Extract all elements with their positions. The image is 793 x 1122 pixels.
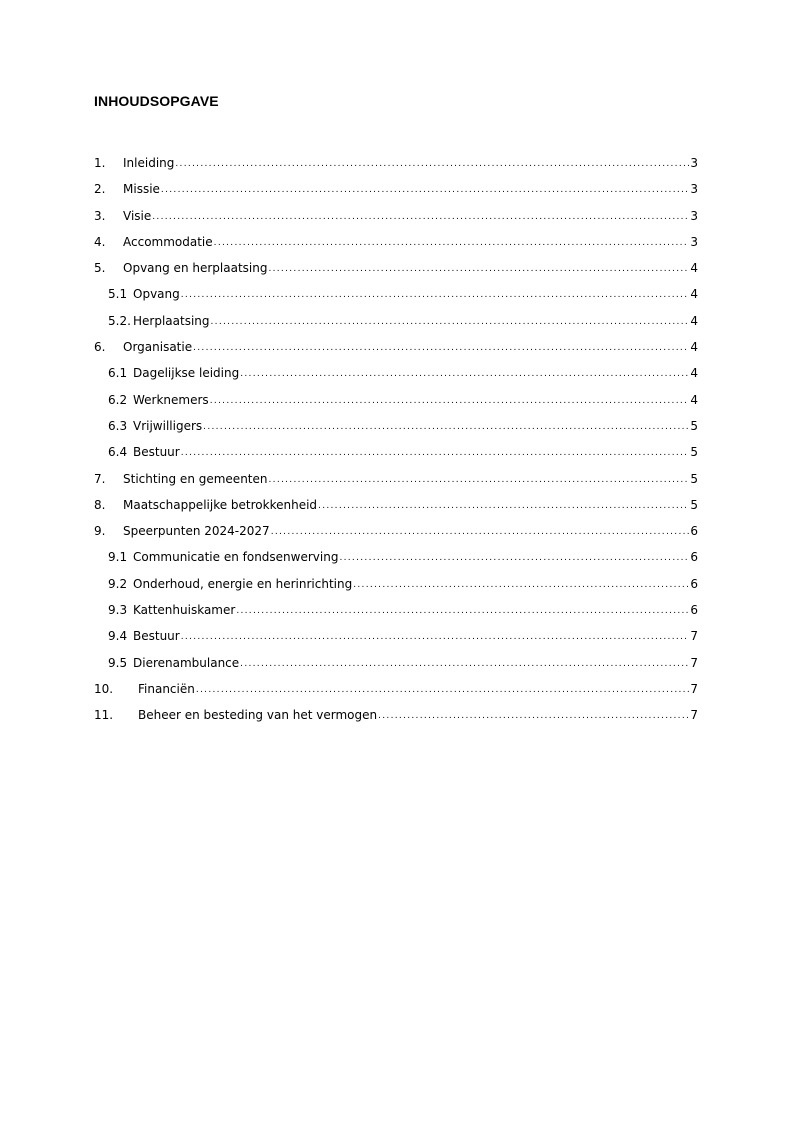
- toc-entry-page: 5: [690, 471, 698, 486]
- toc-entry[interactable]: [94, 181, 698, 207]
- toc-subentry[interactable]: [94, 313, 698, 339]
- toc-entry-number: 6.3: [108, 418, 128, 433]
- toc-dot-leader: [339, 549, 689, 567]
- toc-entry[interactable]: [94, 497, 698, 523]
- toc-subentry[interactable]: [94, 549, 698, 575]
- toc-dot-leader: [203, 418, 689, 436]
- toc-dot-leader: [240, 365, 689, 383]
- toc-entry-number: 4.: [94, 234, 106, 249]
- toc-entry-label: Missie: [123, 182, 160, 197]
- toc-entry-number: 9.: [94, 524, 106, 539]
- toc-entry-page: 6: [690, 576, 698, 591]
- toc-entry-label: Financiën: [138, 681, 195, 696]
- toc-entry-number: 3.: [94, 208, 106, 223]
- toc-entry-number: 9.3: [108, 603, 128, 618]
- toc-entry-label: Communicatie en fondsenwerving: [133, 550, 339, 565]
- toc-entry-label: Inleiding: [123, 156, 175, 170]
- toc-entry[interactable]: [94, 208, 698, 234]
- toc-entry-label: Speerpunten 2024-2027: [123, 524, 270, 539]
- toc-entry-page: 4: [690, 313, 698, 328]
- toc-entry-page: 7: [690, 629, 698, 644]
- toc-dot-leader: [196, 681, 689, 699]
- toc-subentry[interactable]: [94, 444, 698, 470]
- toc-entry-page: 6: [690, 524, 698, 539]
- toc-entry[interactable]: [94, 523, 698, 549]
- toc-entry-page: 3: [690, 208, 698, 223]
- toc-subentry[interactable]: [94, 628, 698, 654]
- toc-entry-page: 7: [690, 681, 698, 696]
- toc-dot-leader: [240, 655, 689, 673]
- toc-entry-page: 4: [690, 340, 698, 355]
- toc-dot-leader: [236, 602, 689, 620]
- toc-dot-leader: [210, 392, 689, 410]
- toc-subentry[interactable]: [94, 655, 698, 681]
- toc-entry-number: 8.: [94, 497, 106, 512]
- toc-entry-label: Bestuur: [133, 445, 180, 460]
- toc-entry-number: 6.4: [108, 445, 128, 460]
- toc-dot-leader: [161, 181, 689, 199]
- toc-entry-number: 10.: [94, 681, 114, 696]
- toc-entry-label: Visie: [123, 208, 152, 223]
- toc-entry-number: 9.5: [108, 655, 128, 670]
- toc-dot-leader: [175, 155, 689, 173]
- toc-entry-number: 9.1: [108, 550, 128, 565]
- toc-entry-page: 5: [690, 445, 698, 460]
- toc-dot-leader: [181, 286, 689, 304]
- toc-entry-number: 9.4: [108, 629, 128, 644]
- toc-subentry[interactable]: [94, 602, 698, 628]
- toc-entry-page: 4: [690, 287, 698, 302]
- toc-dot-leader: [193, 339, 689, 357]
- toc-entry-label: Dierenambulance: [133, 655, 240, 670]
- toc-dot-leader: [378, 707, 689, 725]
- toc-entry-page: 5: [690, 418, 698, 433]
- toc-entry-label: Werknemers: [133, 392, 209, 407]
- toc-entry-label: Beheer en besteding van het vermogen: [138, 708, 378, 723]
- toc-entry-label: Organisatie: [123, 340, 193, 355]
- toc-dot-leader: [353, 576, 689, 594]
- toc-entry-page: 7: [690, 655, 698, 670]
- toc-entry-page: 4: [690, 261, 698, 276]
- toc-entry-label: Opvang: [133, 287, 180, 302]
- toc-entry-page: 4: [690, 392, 698, 407]
- toc-dot-leader: [214, 234, 689, 252]
- toc-entry[interactable]: [94, 339, 698, 365]
- toc-entry-page: 7: [690, 708, 698, 723]
- toc-entry-number: 1.: [94, 156, 106, 170]
- toc-entry-number: 5.: [94, 261, 106, 276]
- toc-entry-page: 3: [690, 234, 698, 249]
- table-of-contents: [94, 155, 698, 734]
- toc-entry-page: 4: [690, 366, 698, 381]
- toc-subentry[interactable]: [94, 365, 698, 391]
- toc-subentry[interactable]: [94, 418, 698, 444]
- toc-entry-label: Maatschappelijke betrokkenheid: [123, 497, 318, 512]
- toc-title: INHOUDSOPGAVE: [94, 93, 219, 109]
- toc-dot-leader: [211, 313, 689, 331]
- toc-entry-number: 6.: [94, 340, 106, 355]
- toc-dot-leader: [271, 523, 689, 541]
- toc-entry-page: 3: [690, 156, 698, 170]
- toc-subentry[interactable]: [94, 286, 698, 312]
- toc-dot-leader: [181, 444, 689, 462]
- toc-entry-number: 6.1: [108, 366, 128, 381]
- toc-dot-leader: [318, 497, 689, 515]
- toc-entry[interactable]: [94, 155, 698, 181]
- toc-entry-label: Kattenhuiskamer: [133, 603, 236, 618]
- toc-entry-number: 6.2: [108, 392, 128, 407]
- toc-entry-label: Onderhoud, energie en herinrichting: [133, 576, 353, 591]
- toc-dot-leader: [268, 260, 689, 278]
- toc-entry-page: 6: [690, 550, 698, 565]
- toc-entry-label: Bestuur: [133, 629, 180, 644]
- toc-entry-page: 5: [690, 497, 698, 512]
- toc-entry-number: 2.: [94, 182, 106, 197]
- toc-entry-label: Stichting en gemeenten: [123, 471, 268, 486]
- toc-dot-leader: [152, 208, 689, 226]
- toc-dot-leader: [181, 628, 689, 646]
- toc-entry[interactable]: [94, 234, 698, 260]
- toc-entry-page: 6: [690, 603, 698, 618]
- toc-entry-number: 7.: [94, 471, 106, 486]
- toc-entry-label: Herplaatsing: [133, 313, 210, 328]
- toc-entry-label: Accommodatie: [123, 234, 213, 249]
- toc-entry-label: Vrijwilligers: [133, 418, 203, 433]
- toc-entry[interactable]: [94, 707, 698, 733]
- toc-entry-label: Opvang en herplaatsing: [123, 261, 268, 276]
- toc-entry[interactable]: [94, 471, 698, 497]
- toc-entry[interactable]: [94, 260, 698, 286]
- toc-subentry[interactable]: [94, 392, 698, 418]
- toc-entry-number: 5.1: [108, 287, 128, 302]
- toc-dot-leader: [269, 471, 690, 489]
- toc-entry[interactable]: [94, 681, 698, 707]
- toc-entry-number: 5.2.: [108, 313, 131, 328]
- toc-entry-number: 11.: [94, 708, 114, 723]
- toc-entry-page: 3: [690, 182, 698, 197]
- toc-entry-number: 9.2: [108, 576, 128, 591]
- toc-entry-label: Dagelijkse leiding: [133, 366, 240, 381]
- toc-subentry[interactable]: [94, 576, 698, 602]
